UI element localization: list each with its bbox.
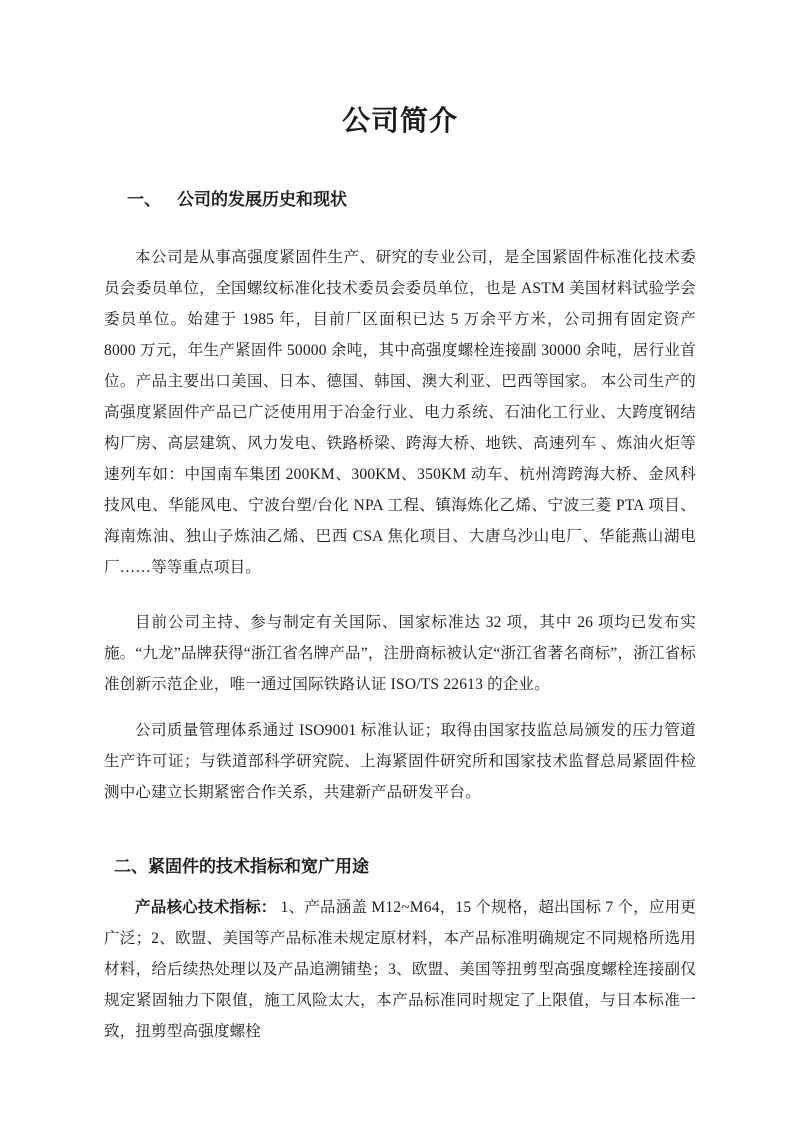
section1-heading [127, 188, 696, 212]
paragraph-standards-brand: 目前公司主持、参与制定有关国际、国家标准达 32 项，其中 26 项均已发布实施。“九龙”品牌获得“浙江省名牌产品”，注册商标被认定“浙江省著名商标”，浙江省标准创新示范企业，唯一通过国际铁路认证 ISO/TS 22613 的企业。 [104, 614, 696, 693]
paragraph-quality-system: 公司质量管理体系通过 ISO9001 标准认证；取得由国家技监总局颁发的压力管道生产许可证；与铁道部科学研究院、上海紧固件研究所和国家技术监督总局紧固件检测中心建立长期紧密合作关系，共建新产品研发平台。 [104, 722, 696, 801]
section1-heading-number: 一、 [127, 190, 161, 209]
section2-heading: 二、紧固件的技术指标和宽广用途 [114, 857, 369, 876]
technical-indicators-text: 1、产品涵盖 M12~M64，15 个规格，超出国标 7 个，应用更广泛；2、欧盟、美国等产品标准未规定原材料，本产品标准明确规定不同规格所选用材料，给后续热处理以及产品追溯铺垫；3、欧盟、美国等扭剪型高强度螺栓连接副仅规定紧固轴力下限值，施工风险太大，本产品标准同时规定了上限值，与日本标准一致，扭剪型高强度螺栓 [104, 899, 696, 1040]
paragraph-company-overview: 本公司是从事高强度紧固件生产、研究的专业公司，是全国紧固件标准化技术委员会委员单位，全国螺纹标准化技术委员会委员单位，也是 ASTM 美国材料试验学会委员单位。始建于 1985 年，目前厂区面积已达 5 万余平方米，公司拥有固定资产 8000 万元，年生产紧固件 50000 余吨，其中高强度螺栓连接副 30000 余吨，居行业首位。产品主要出口美国、日本、德国、韩国、澳大利亚、巴西等国家。 本公司生产的高强度紧固件产品已广泛使用用于冶金行业、电力系统、石油化工行业、大跨度钢结构厂房、高层建筑、风力发电、铁路桥梁、跨海大桥、地铁、高速列车 、炼油火炬等速列车如：中国南车集团 200KM、300KM、350KM 动车、杭州湾跨海大桥、金风科技风电、华能风电、宁波台塑/台化 NPA 工程、镇海炼化乙烯、宁波三菱 PTA 项目、海南炼油、独山子炼油乙烯、巴西 CSA 焦化项目、大唐乌沙山电厂、华能燕山湖电厂……等等重点项目。 [104, 249, 696, 576]
paragraph-technical-indicators [104, 892, 696, 1047]
document-title: 公司简介 [341, 106, 458, 137]
technical-indicators-label: 产品核心技术指标： [135, 899, 277, 916]
section1-heading-text: 公司的发展历史和现状 [177, 190, 347, 209]
